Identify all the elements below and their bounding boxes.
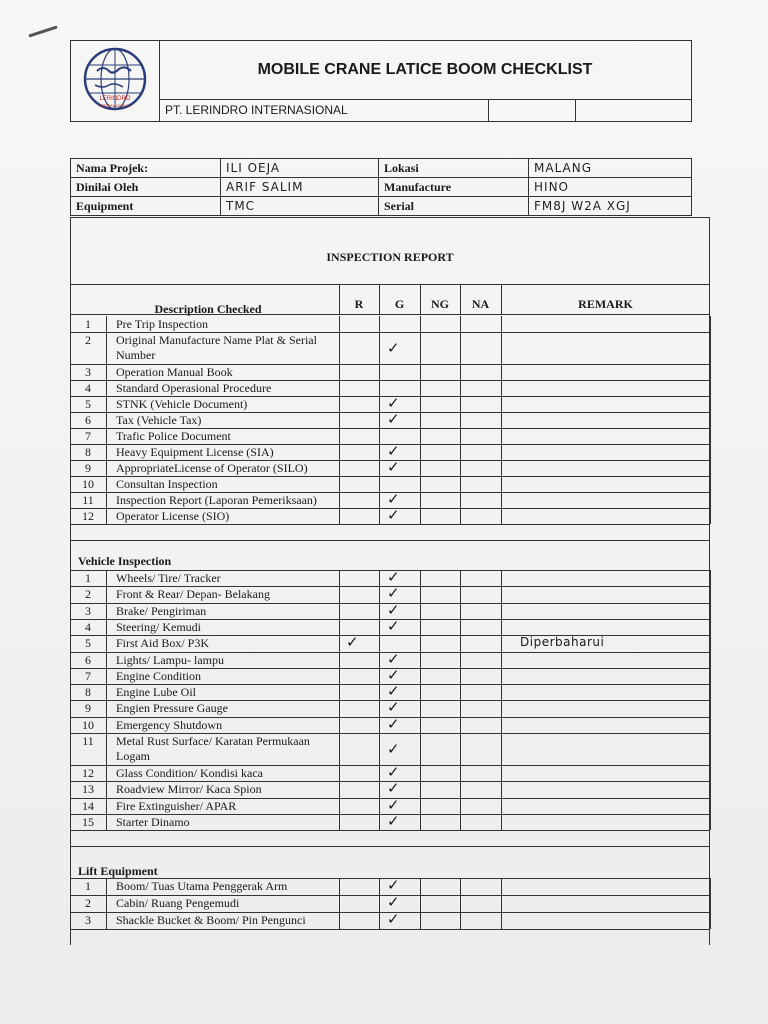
document-row [70,508,710,524]
row-description: Pre Trip Inspection [116,317,209,331]
na-column-header: NA [471,297,490,311]
check-mark-g: ✓ [387,811,400,830]
check-mark-g: ✓ [387,649,400,668]
row-number: 4 [85,381,91,395]
document-title: MOBILE CRANE LATICE BOOM CHECKLIST [159,41,691,100]
company-logo [71,41,160,121]
check-mark-g: ✓ [387,394,400,412]
row-description: Brake/ Pengiriman [116,603,207,618]
r-column-header: R [354,297,364,311]
check-mark-g: ✓ [387,779,400,798]
row-number: 1 [85,571,91,585]
grid-line [710,878,711,929]
check-mark-g: ✓ [387,763,400,781]
globe-logo-icon [77,45,153,117]
row-number: 1 [85,317,91,331]
row-description: Engine Condition [116,668,201,683]
nama-projek-value: ILI OEJA [221,159,379,178]
check-mark-g: ✓ [387,795,400,814]
remark-column-header: REMARK [578,297,633,311]
row-description: Starter Dinamo [116,814,190,829]
row-description: Operation Manual Book [116,365,233,379]
check-mark-g: ✓ [387,410,400,428]
grid-line [70,284,710,285]
check-mark-g: ✓ [387,506,400,524]
check-mark-r: ✓ [346,633,359,652]
row-number: 9 [85,701,91,716]
row-description: Trafic Police Document [116,429,231,443]
row-description: Cabin/ Ruang Pengemudi [116,896,240,911]
project-info-table [70,158,692,216]
row-description: AppropriateLicense of Operator (SILO) [116,461,308,475]
lift-row [70,912,710,929]
row-number: 2 [85,333,91,347]
row-number: 5 [85,636,91,651]
row-description: Shackle Bucket & Boom/ Pin Pengunci [116,913,306,928]
row-description: Consultan Inspection [116,477,218,491]
check-mark-g: ✓ [387,584,400,603]
vehicle-row [70,714,710,733]
row-number: 9 [85,461,91,475]
equipment-label: Equipment [71,197,221,216]
row-description: Glass Condition/ Kondisi kaca [116,766,263,780]
serial-label: Serial [379,197,529,216]
row-description: Heavy Equipment License (SIA) [116,445,274,459]
row-number: 15 [82,814,94,829]
check-mark-g: ✓ [387,442,400,460]
manufacture-value: HINO [529,178,692,197]
row-number: 7 [85,668,91,683]
row-description: Engine Lube Oil [116,685,196,700]
lokasi-label: Lokasi [379,159,529,178]
row-number: 13 [82,782,94,797]
check-mark-g: ✓ [387,490,400,508]
row-number: 12 [82,766,94,780]
company-name: PT. LERINDRO INTERNASIONAL [159,99,489,121]
row-number: 11 [82,493,94,507]
check-mark-g: ✓ [387,600,400,619]
checklist-header [70,40,692,122]
logo-text: LERINDRO [99,96,131,102]
row-number: 11 [82,734,94,748]
row-number: 8 [85,445,91,459]
row-number: 3 [85,603,91,618]
grid-line [70,540,710,541]
manufacture-label: Manufacture [379,178,529,197]
check-mark-g: ✓ [387,698,400,717]
dinilai-value: ARIF SALIM [221,178,379,197]
serial-value: FM8J W2A XGJ [529,197,692,216]
grid-line [710,570,711,830]
row-number: 7 [85,429,91,443]
nama-projek-label: Nama Projek: [71,159,221,178]
row-description: Roadview Mirror/ Kaca Spion [116,782,262,797]
dinilai-label: Dinilai Oleh [71,178,221,197]
ng-column-header: NG [431,297,449,311]
row-description: Inspection Report (Laporan Pemeriksaan) [116,493,317,507]
row-number: 5 [85,397,91,411]
row-number: 10 [82,477,94,491]
vehicle-row [70,733,710,765]
grid-line [70,524,710,525]
check-mark-g: ✓ [387,740,400,758]
row-description: Wheels/ Tire/ Tracker [116,571,221,585]
vehicle-section-title: Vehicle Inspection [78,554,172,568]
row-description: Boom/ Tuas Utama Penggerak Arm [116,879,288,894]
check-mark-g: ✓ [387,682,400,701]
row-remark: Diperbaharui [520,635,605,650]
row-description: STNK (Vehicle Document) [116,397,248,411]
row-number: 3 [85,365,91,379]
row-description: Original Manufacture Name Plat & Serial Number [116,333,317,362]
header-blank-cell [489,99,576,121]
row-number: 12 [82,509,94,523]
row-description: Lights/ Lampu- lampu [116,652,224,667]
inspection-report-title: INSPECTION REPORT [326,250,454,264]
row-description: Fire Extinguisher/ APAR [116,798,237,813]
vehicle-row [70,616,710,635]
row-description: Standard Operasional Procedure [116,381,272,395]
row-number: 3 [85,913,91,928]
row-number: 6 [85,652,91,667]
row-description: Operator License (SIO) [116,509,230,523]
row-description: Engien Pressure Gauge [116,701,228,716]
lokasi-value: MALANG [529,159,692,178]
row-number: 2 [85,896,91,911]
g-column-header: G [394,297,405,311]
check-mark-g: ✓ [387,339,400,357]
row-description: First Aid Box/ P3K [116,636,210,651]
equipment-value: TMC [221,197,379,216]
document-row [70,460,710,476]
row-number: 2 [85,587,91,602]
lift-section-title: Lift Equipment [78,864,158,879]
grid-line [70,929,710,930]
row-description: Emergency Shutdown [116,717,223,732]
row-number: 6 [85,413,91,427]
row-number: 10 [82,717,94,732]
check-mark-g: ✓ [387,893,400,912]
check-mark-g: ✓ [387,910,400,929]
document-row [70,332,710,364]
check-mark-g: ✓ [387,665,400,684]
document-row [70,412,710,428]
document-row [70,364,710,380]
logo-subtext: INTERNASIONAL [98,103,132,108]
grid-line [710,316,711,524]
description-column-header: Description Checked [154,302,262,316]
row-number: 14 [82,798,94,813]
row-description: Tax (Vehicle Tax) [116,413,202,427]
row-description: Steering/ Kemudi [116,619,201,634]
check-mark-g: ✓ [387,714,400,733]
row-description: Front & Rear/ Depan- Belakang [116,587,270,602]
grid-line [70,846,710,847]
check-mark-g: ✓ [387,876,400,895]
row-description: Metal Rust Surface/ Karatan Permukaan Logam [116,734,310,763]
grid-line [70,830,710,831]
row-number: 1 [85,879,91,894]
row-number: 8 [85,685,91,700]
vehicle-row [70,811,710,830]
row-number: 4 [85,619,91,634]
document-row [70,316,710,332]
check-mark-g: ✓ [387,568,400,586]
check-mark-g: ✓ [387,616,400,635]
check-mark-g: ✓ [387,458,400,476]
